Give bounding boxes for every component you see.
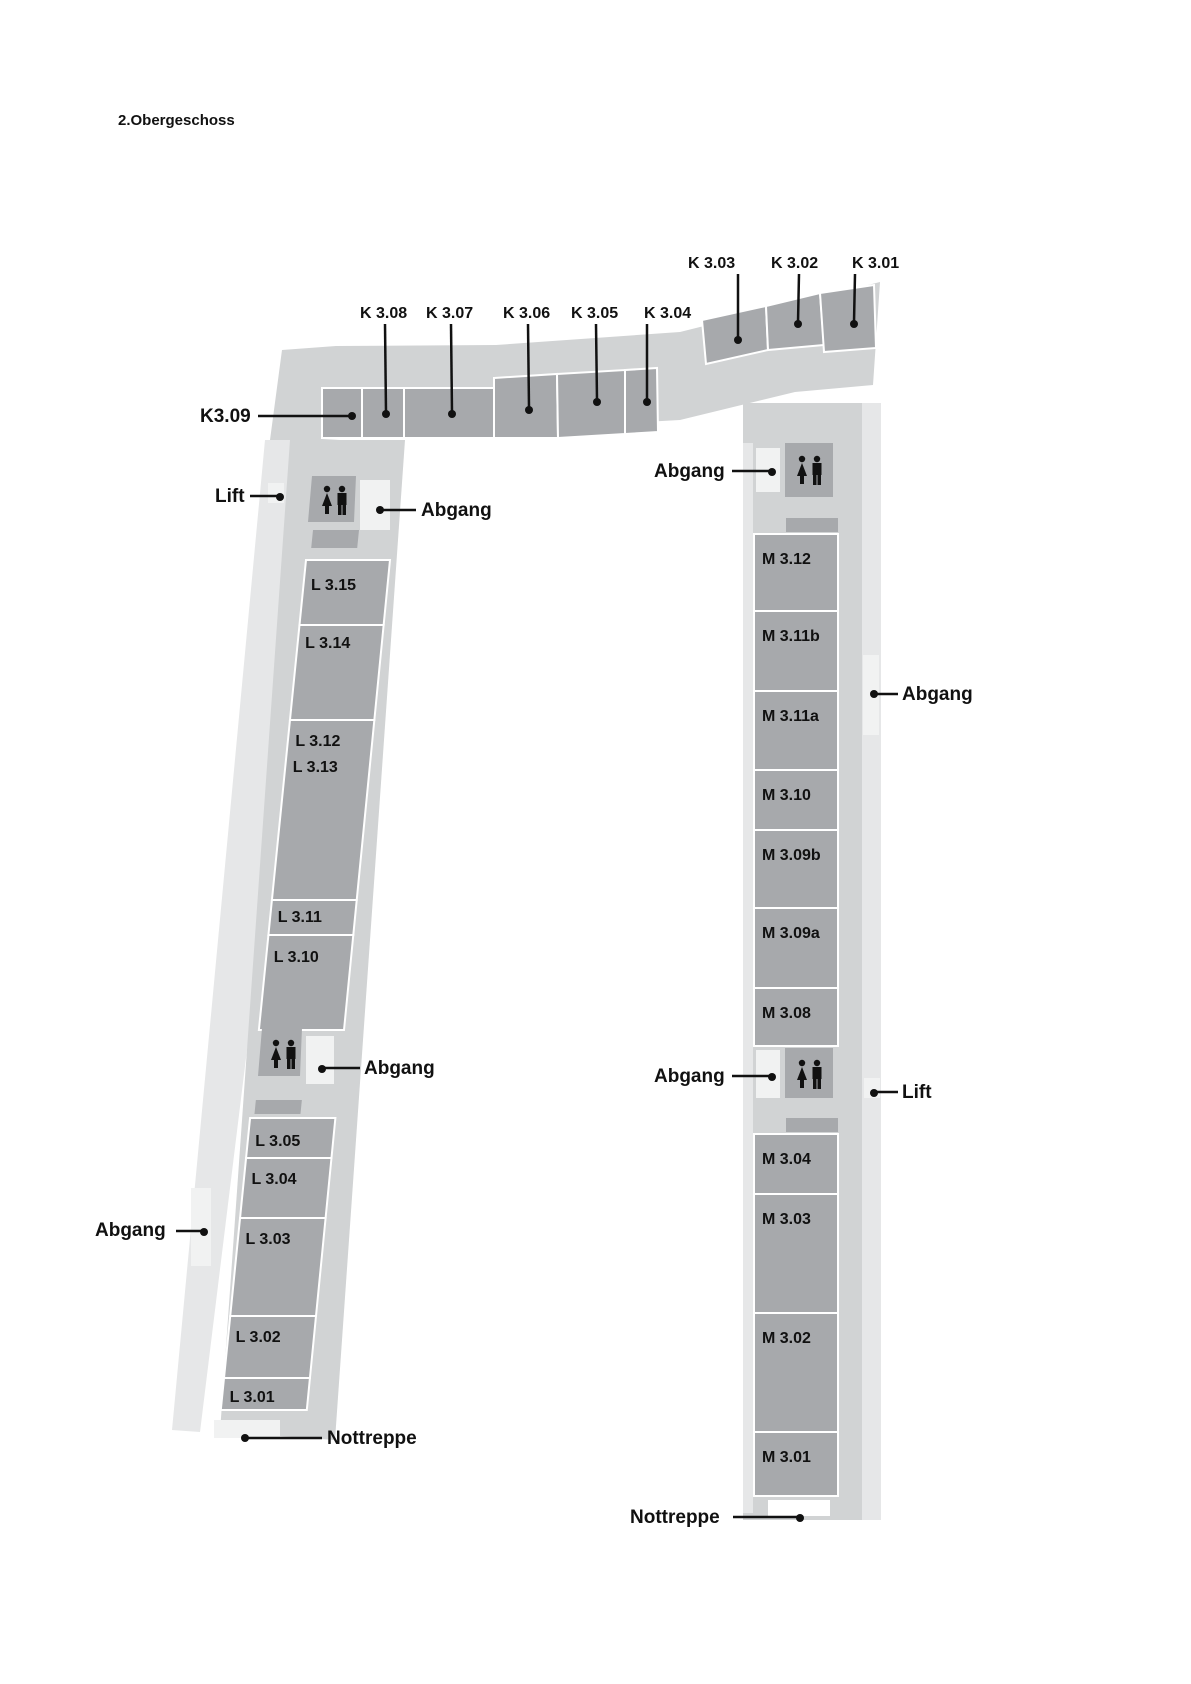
- east-inner-band: [743, 443, 753, 1513]
- east-wc-mid: [785, 1048, 833, 1098]
- west-stair-mid: [306, 1036, 334, 1084]
- abgang-label: Abgang: [95, 1220, 166, 1241]
- room-east[interactable]: [754, 830, 838, 908]
- room-label: L 3.04: [251, 1171, 297, 1188]
- abgang-label: Abgang: [654, 461, 725, 482]
- room-label: K 3.08: [360, 305, 408, 322]
- room-label: M 3.08: [762, 1005, 811, 1022]
- east-outer-band: [862, 403, 881, 1520]
- west-stair-left: [191, 1188, 211, 1266]
- room-east[interactable]: [754, 534, 838, 611]
- room-label: L 3.10: [273, 949, 319, 966]
- room-label: M 3.11b: [762, 628, 820, 645]
- storage-room: [786, 518, 838, 532]
- room-label: L 3.03: [245, 1231, 291, 1248]
- room-label: M 3.12: [762, 551, 811, 568]
- room-k3-04[interactable]: [625, 368, 658, 434]
- room-label: M 3.11a: [762, 708, 819, 725]
- abgang-label: Abgang: [364, 1058, 435, 1079]
- room-east[interactable]: [754, 691, 838, 770]
- east-wc-top: [785, 443, 833, 497]
- lift-label: Lift: [902, 1082, 932, 1103]
- room-k3-09[interactable]: [322, 388, 362, 438]
- room-label: L 3.15: [310, 577, 357, 594]
- nottreppe-label: Nottreppe: [327, 1428, 417, 1449]
- room-label: K 3.04: [644, 305, 692, 322]
- room-label: K3.09: [200, 406, 251, 427]
- west-wc-top: [308, 476, 356, 522]
- abgang-label: Abgang: [654, 1066, 725, 1087]
- room-label: L 3.13: [292, 759, 338, 776]
- room-label: M 3.02: [762, 1330, 811, 1347]
- storage-room: [311, 530, 359, 548]
- floor-title: 2.Obergeschoss: [118, 112, 235, 129]
- room-west[interactable]: [240, 1158, 331, 1218]
- room-label: K 3.02: [771, 255, 819, 272]
- room-label: M 3.09a: [762, 925, 820, 942]
- east-emergency-stair: [768, 1500, 830, 1516]
- room-k3-01[interactable]: [820, 285, 876, 352]
- room-west[interactable]: [224, 1316, 316, 1378]
- room-label: K 3.01: [852, 255, 900, 272]
- room-label: L 3.12: [295, 733, 341, 750]
- west-wing: [172, 440, 405, 1440]
- lift-label: Lift: [215, 486, 245, 507]
- room-label: L 3.05: [255, 1133, 301, 1150]
- nottreppe-label: Nottreppe: [630, 1507, 720, 1528]
- room-label: M 3.04: [762, 1151, 811, 1168]
- abgang-label: Abgang: [902, 684, 973, 705]
- room-label: K 3.07: [426, 305, 474, 322]
- room-label: L 3.11: [277, 909, 322, 926]
- storage-room: [786, 1118, 838, 1132]
- room-label: M 3.09b: [762, 847, 821, 864]
- east-stair-mid: [756, 1050, 780, 1098]
- room-label: M 3.03: [762, 1211, 811, 1228]
- room-east[interactable]: [754, 611, 838, 691]
- room-east[interactable]: [754, 908, 838, 988]
- room-label: L 3.01: [229, 1389, 275, 1406]
- room-k3-05[interactable]: [557, 370, 625, 438]
- storage-room: [254, 1100, 301, 1114]
- room-label: K 3.03: [688, 255, 736, 272]
- abgang-label: Abgang: [421, 500, 492, 521]
- west-stair-top: [360, 480, 390, 530]
- room-label: K 3.05: [571, 305, 619, 322]
- room-label: L 3.02: [235, 1329, 281, 1346]
- room-label: K 3.06: [503, 305, 551, 322]
- room-label: M 3.10: [762, 787, 811, 804]
- room-k3-06[interactable]: [494, 374, 558, 438]
- east-wing: [743, 403, 881, 1520]
- room-label: M 3.01: [762, 1449, 811, 1466]
- room-label: L 3.14: [305, 635, 351, 652]
